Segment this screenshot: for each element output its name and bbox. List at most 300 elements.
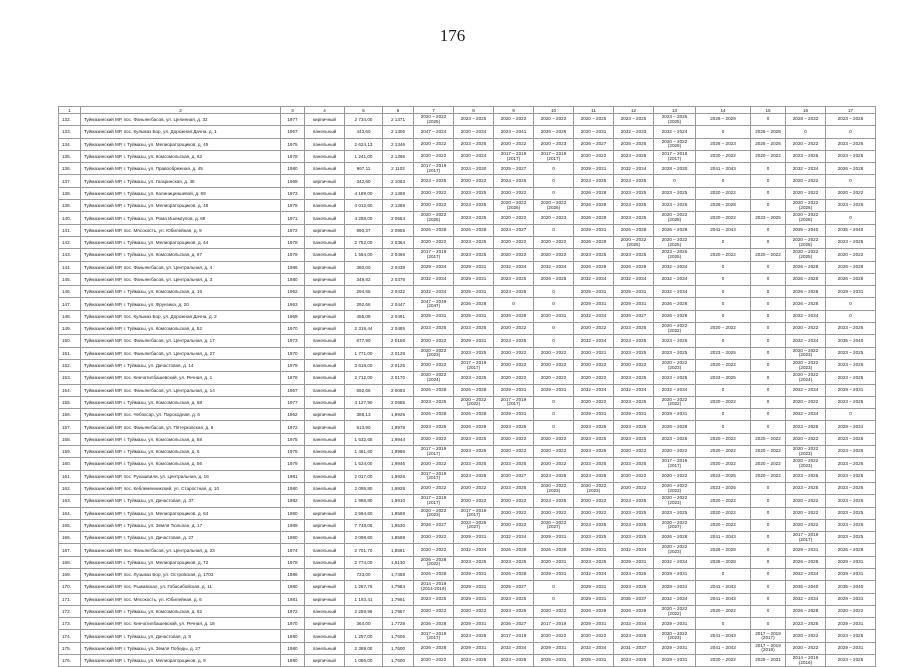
repair-period-cell: 2020 – 2022 (574, 359, 614, 371)
wall-material-cell: панельный (305, 384, 345, 396)
repair-period-cell: 2023 – 2025 (826, 114, 876, 126)
column-number-cell: 3 (281, 107, 305, 114)
repair-period-cell: 2023 – 2025 (494, 605, 534, 617)
repair-period-cell: 2020 – 2022 (696, 433, 751, 445)
address-cell: Туймазинский МР, г. Туймазы, ул. Комсомольская, д. 62 (81, 150, 281, 162)
address-cell: Туймазинский МР, г. Туймазы, ул. Комсомольская, д. 62 (81, 605, 281, 617)
repair-period-cell: 2023 – 2025 (826, 359, 876, 371)
repair-period-cell: 2023 – 2025 (2025) (654, 249, 696, 261)
wall-material-cell: кирпичный (305, 114, 345, 126)
index-cell: 2 1063 (383, 175, 414, 187)
row-number-cell: 138. (59, 187, 81, 199)
address-cell: Туймазинский МР, г. Туймазы, ул. Земля Тюльпан, д. 17 (81, 519, 281, 531)
repair-period-cell: 2029 – 2031 (454, 335, 494, 347)
repair-period-cell: 2023 – 2025 (654, 433, 696, 445)
repair-period-cell: 2029 – 2031 (574, 544, 614, 556)
area-cell: 967,11 (345, 163, 383, 175)
wall-material-cell: кирпичный (305, 519, 345, 531)
area-cell: 292,66 (345, 298, 383, 310)
repair-period-cell: 2020 – 2022 (696, 359, 751, 371)
repair-period-cell: 2023 – 2025 (534, 470, 574, 482)
area-cell: 1 988,80 (345, 495, 383, 507)
repair-period-cell: 2023 – 2025 (454, 249, 494, 261)
repair-period-cell: 2023 – 2025 (414, 593, 454, 605)
repair-period-cell: 0 (751, 568, 786, 580)
repair-period-cell: 2025 – 2027 (494, 581, 534, 593)
repair-period-cell: 2029 – 2031 (826, 556, 876, 568)
repair-period-cell: 2029 – 2031 (454, 568, 494, 580)
repair-period-cell: 2023 – 2025 (614, 323, 654, 335)
wall-material-cell: панельный (305, 605, 345, 617)
wall-material-cell: панельный (305, 556, 345, 568)
wall-material-cell: панельный (305, 150, 345, 162)
year-built-cell: 1970 (281, 347, 305, 359)
wall-material-cell: кирпичный (305, 261, 345, 273)
repair-period-cell: 2026 – 2028 (454, 224, 494, 236)
column-number-cell: 2 (81, 107, 281, 114)
repair-period-cell: 2032 – 2034 (574, 273, 614, 285)
row-number-cell: 156. (59, 409, 81, 421)
repair-period-cell: 2032 – 2034 (414, 273, 454, 285)
address-cell: Туймазинский МР, г. Туймазы, ул. Дачастовая, д. 27 (81, 532, 281, 544)
row-number-cell: 160. (59, 458, 81, 470)
row-number-cell: 151. (59, 347, 81, 359)
address-cell: Туймазинский МР, г. Туймазы, ул. Дачастовая, д. 37 (81, 495, 281, 507)
repair-period-cell: 2023 – 2025 (534, 495, 574, 507)
address-cell: Туймазинский МР, г. Туймазы, ул. Комсомольская, д. 58 (81, 433, 281, 445)
column-number-cell: 1 (59, 107, 81, 114)
address-cell: Туймазинский МР, г. Туймазы, ул. Мелиораторщиков, д. 64 (81, 507, 281, 519)
repair-period-cell: 2032 – 2033 (614, 126, 654, 138)
row-number-cell: 133. (59, 126, 81, 138)
repair-period-cell: 2023 – 2025 (654, 347, 696, 359)
area-cell: 2 752,00 (345, 236, 383, 248)
table-row (59, 249, 876, 261)
wall-material-cell: панельный (305, 372, 345, 384)
repair-period-cell: 0 (751, 421, 786, 433)
repair-period-cell: 0 (751, 236, 786, 248)
repair-period-cell: 2023 – 2025 (454, 187, 494, 199)
table-row (59, 396, 876, 408)
repair-period-cell: 2020 – 2022 (414, 433, 454, 445)
index-cell: 1,9928 (383, 482, 414, 494)
repair-period-cell: 2032 – 2034 (454, 544, 494, 556)
repair-period-cell: 2020 – 2022 (2022) (654, 605, 696, 617)
table-row (59, 323, 876, 335)
repair-period-cell: 2023 – 2025 (494, 273, 534, 285)
repair-period-cell: 2026 – 2028 (454, 298, 494, 310)
repair-period-cell: 2023 – 2025 (696, 372, 751, 384)
year-built-cell: 1979 (281, 249, 305, 261)
repair-period-cell: 2020 – 2022 (614, 446, 654, 458)
row-number-cell: 165. (59, 519, 81, 531)
year-built-cell: 1979 (281, 359, 305, 371)
table-row (59, 482, 876, 494)
repair-period-cell: 2023 – 2025 (574, 249, 614, 261)
repair-period-cell: 2020 – 2022 (826, 249, 876, 261)
address-cell: Туймазинский МР, г. Туймазы, ул. Мелиораторщиков, д. 48 (81, 200, 281, 212)
index-cell: 1,7358 (383, 568, 414, 580)
repair-period-cell: 2023 – 2025 (654, 200, 696, 212)
wall-material-cell: панельный (305, 396, 345, 408)
year-built-cell: 1972 (281, 421, 305, 433)
year-built-cell: 1978 (281, 200, 305, 212)
area-cell: 1 584,00 (345, 249, 383, 261)
repair-period-cell: 2017 – 2019 (2017) (414, 495, 454, 507)
repair-period-cell: 2023 – 2025 (614, 581, 654, 593)
year-built-cell: 1962 (281, 409, 305, 421)
address-cell: Туймазинский МР, пос. Фаньянгбасов, ул. Целинная, д. 32 (81, 114, 281, 126)
address-cell: Туймазинский МР, г. Туймазы, ул. Мелиораторщиков, д. 72 (81, 556, 281, 568)
repair-period-cell: 0 (751, 507, 786, 519)
repair-period-cell: 2026 – 2028 (786, 273, 826, 285)
repair-period-cell: 2023 – 2025 (2025) (654, 114, 696, 126)
repair-period-cell: 0 (534, 409, 574, 421)
repair-period-cell: 2023 – 2025 (494, 482, 534, 494)
area-cell: 2 259,96 (345, 605, 383, 617)
area-cell: 1 193,41 (345, 593, 383, 605)
table-row (59, 175, 876, 187)
repair-period-cell: 2035 – 2040 (826, 224, 876, 236)
repair-period-cell: 0 (751, 175, 786, 187)
repair-period-cell: 2032 – 2034 (574, 384, 614, 396)
repair-period-cell: 2029 – 2031 (574, 655, 614, 667)
repair-period-cell: 2026 – 2028 (614, 605, 654, 617)
index-cell: 2 0156 (383, 335, 414, 347)
repair-period-cell: 2020 – 2022 (494, 114, 534, 126)
area-cell: 455,09 (345, 310, 383, 322)
table-row (59, 359, 876, 371)
area-cell: 2 734,00 (345, 114, 383, 126)
repair-period-cell: 2023 – 2025 (454, 470, 494, 482)
repair-period-cell: 2020 – 2022 (494, 236, 534, 248)
repair-period-cell: 2041 – 2043 (696, 163, 751, 175)
table-row (59, 605, 876, 617)
repair-period-cell: 2029 – 2031 (826, 618, 876, 630)
repair-period-cell: 2017 – 2019 (2017) (414, 630, 454, 642)
repair-period-cell: 2020 – 2022 (786, 323, 826, 335)
repair-period-cell: 0 (696, 126, 751, 138)
repair-period-cell: 2023 – 2025 (574, 519, 614, 531)
repair-period-cell: 2020 – 2022 (534, 630, 574, 642)
repair-period-cell: 2029 – 2031 (454, 261, 494, 273)
repair-period-cell: 2029 – 2031 (534, 642, 574, 654)
repair-period-cell: 2020 – 2022 (414, 138, 454, 150)
row-number-cell: 141. (59, 224, 81, 236)
repair-period-cell: 2029 – 2031 (454, 273, 494, 285)
repair-period-cell: 2020 – 2022 (786, 519, 826, 531)
repair-period-cell: 2020 – 2022 (2022) (654, 323, 696, 335)
repair-period-cell: 2032 – 2034 (614, 544, 654, 556)
index-cell: 1,7605 (383, 630, 414, 642)
address-cell: Туймазинский МР, г. Туймазы, ул. Комсомольская, д. 16 (81, 286, 281, 298)
address-cell: Туймазинский МР, г. Туймазы, ул. Гагаринская, д. 48 (81, 175, 281, 187)
repair-period-cell: 2023 – 2025 (654, 507, 696, 519)
table-row (59, 114, 876, 126)
repair-period-cell: 0 (751, 618, 786, 630)
repair-period-cell: 2029 – 2031 (751, 655, 786, 667)
repair-period-cell: 2020 – 2023 (534, 212, 574, 224)
wall-material-cell: кирпичный (305, 224, 345, 236)
repair-period-cell: 2017 – 2019 (2017) (454, 507, 494, 519)
repair-period-cell: 0 (534, 593, 574, 605)
repair-period-cell: 2023 – 2025 (786, 470, 826, 482)
address-cell: Туймазинский МР, пос. Рухашвили, ул. Центральная, д. 16 (81, 470, 281, 482)
row-number-cell: 150. (59, 335, 81, 347)
repair-period-cell: 2023 – 2025 (696, 482, 751, 494)
repair-period-cell: 2026 – 2028 (826, 544, 876, 556)
repair-period-cell: 2020 – 2022 (786, 175, 826, 187)
column-number-cell: 6 (383, 107, 414, 114)
repair-period-cell: 2026 – 2028 (414, 568, 454, 580)
index-cell: 2 0376 (383, 273, 414, 285)
year-built-cell: 1971 (281, 212, 305, 224)
repair-period-cell: 0 (751, 409, 786, 421)
repair-period-cell: 0 (696, 310, 751, 322)
address-cell: Туймазинский МР, пос. Кульмаз Бор, ул. Дорожная Дачна, д. 2 (81, 310, 281, 322)
repair-period-cell: 0 (826, 126, 876, 138)
repair-period-cell: 2020 – 2022 (414, 605, 454, 617)
wall-material-cell: кирпичный (305, 310, 345, 322)
repair-period-cell: 2029 – 2031 (454, 286, 494, 298)
repair-period-cell: 2020 – 2022 (414, 655, 454, 667)
column-number-cell: 7 (414, 107, 454, 114)
repair-period-cell: 0 (751, 187, 786, 199)
repair-period-cell: 2023 – 2025 (826, 655, 876, 667)
repair-period-cell: 2029 – 2031 (654, 642, 696, 654)
column-number-cell: 17 (826, 107, 876, 114)
repair-period-cell: 2020 – 2022 (696, 150, 751, 162)
repair-period-cell: 2032 – 2034 (574, 642, 614, 654)
area-cell: 2 701,70 (345, 544, 383, 556)
area-cell: 2 098,60 (345, 532, 383, 544)
address-cell: Туймазинский МР, пос. Кульмаз Бор, ул. Дорожная Дачна, д. 1 (81, 126, 281, 138)
repair-period-cell: 2023 – 2025 (454, 212, 494, 224)
repair-period-cell: 2023 – 2025 (826, 470, 876, 482)
row-number-cell: 164. (59, 507, 81, 519)
index-cell: 1,9925 (383, 409, 414, 421)
index-cell: 2 0364 (383, 236, 414, 248)
table-row (59, 150, 876, 162)
repair-period-cell: 2041 – 2043 (696, 532, 751, 544)
table-row (59, 532, 876, 544)
repair-period-cell: 2031 – 2037 (614, 642, 654, 654)
repair-period-cell: 0 (826, 310, 876, 322)
address-cell: Туймазинский МР, г. Туймазы, ул. Комсомольская, д. 52 (81, 323, 281, 335)
area-cell: 2 624,13 (345, 138, 383, 150)
address-cell: Туймазинский МР, г. Туймазы, ул. Рома Ишемгулов, д. 68 (81, 212, 281, 224)
repair-period-cell: 0 (751, 273, 786, 285)
row-number-cell: 157. (59, 421, 81, 433)
repair-period-cell: 2020 – 2022 (494, 433, 534, 445)
repair-period-cell: 2023 – 2025 (614, 347, 654, 359)
repair-period-cell: 2020 – 2022 (2028) (654, 138, 696, 150)
year-built-cell: 1980 (281, 507, 305, 519)
repair-period-cell: 2026 – 2027 (494, 618, 534, 630)
area-cell: 1 461,60 (345, 446, 383, 458)
row-number-cell: 153. (59, 372, 81, 384)
repair-period-cell: 2026 – 2028 (574, 187, 614, 199)
repair-period-cell: 2023 – 2025 (574, 421, 614, 433)
repair-period-cell: 0 (751, 396, 786, 408)
address-cell: Туймазинский МР, г. Туймазы, ул. Калинициншевой, д. 69 (81, 187, 281, 199)
year-built-cell: 1982 (281, 495, 305, 507)
year-built-cell: 1980 (281, 163, 305, 175)
repair-period-cell: 2023 – 2025 (614, 175, 654, 187)
row-number-cell: 132. (59, 114, 81, 126)
area-cell: 723,00 (345, 568, 383, 580)
repair-period-cell: 0 (751, 114, 786, 126)
repair-period-cell: 2023 – 2025 (454, 433, 494, 445)
repair-period-cell: 2026 – 2028 (534, 544, 574, 556)
repair-period-cell: 2020 – 2022 (2027) (534, 519, 574, 531)
repair-period-cell: 2026 – 2028 (534, 273, 574, 285)
repair-period-cell: 2023 – 2025 (826, 495, 876, 507)
repair-period-cell: 2024 – 2026 (494, 175, 534, 187)
repair-period-cell: 2020 – 2022 (494, 446, 534, 458)
row-number-cell: 174. (59, 630, 81, 642)
index-cell: 2 1365 (383, 150, 414, 162)
row-number-cell: 175. (59, 642, 81, 654)
index-cell: 1,9926 (383, 470, 414, 482)
repair-period-cell: 2023 – 2025 (826, 150, 876, 162)
repair-period-cell: 2026 – 2028 (454, 421, 494, 433)
repair-period-cell: 2020 – 2022 (414, 150, 454, 162)
repair-period-cell: 2023 – 2025 (454, 323, 494, 335)
repair-period-cell: 2029 – 2031 (654, 409, 696, 421)
wall-material-cell: панельный (305, 126, 345, 138)
table-row (59, 544, 876, 556)
repair-period-cell: 2020 – 2022 (2025) (786, 236, 826, 248)
year-built-cell: 1969 (281, 175, 305, 187)
column-number-cell: 4 (305, 107, 345, 114)
repair-period-cell: 2023 – 2025 (786, 482, 826, 494)
area-cell: 4 189,00 (345, 187, 383, 199)
repair-period-cell: 2026 – 2028 (574, 605, 614, 617)
repair-period-cell: 2026 – 2028 (414, 224, 454, 236)
repair-period-cell: 2026 – 2028 (654, 421, 696, 433)
repair-period-cell: 2023 – 2025 (826, 200, 876, 212)
repair-period-cell: 0 (826, 212, 876, 224)
wall-material-cell: кирпичный (305, 323, 345, 335)
repair-period-cell: 2023 – 2025 (826, 458, 876, 470)
wall-material-cell: кирпичный (305, 618, 345, 630)
year-built-cell: 1975 (281, 138, 305, 150)
index-cell: 2 0128 (383, 347, 414, 359)
year-built-cell: 1980 (281, 482, 305, 494)
repair-period-cell: 0 (534, 224, 574, 236)
year-built-cell: 1973 (281, 335, 305, 347)
repair-period-cell: 2023 – 2025 (494, 286, 534, 298)
repair-period-cell: 2032 – 2034 (614, 273, 654, 285)
area-cell: 294,65 (345, 286, 383, 298)
repair-period-cell: 2032 – 2034 (654, 384, 696, 396)
wall-material-cell: кирпичный (305, 298, 345, 310)
repair-period-cell: 2026 – 2028 (696, 556, 751, 568)
repair-period-cell: 2032 – 2034 (414, 286, 454, 298)
address-cell: Туймазинский МР, г. Туймазы, ул. Земля Победы, д. 27 (81, 642, 281, 654)
repair-period-cell: 2023 – 2025 (574, 433, 614, 445)
row-number-cell: 168. (59, 556, 81, 568)
row-number-cell: 145. (59, 273, 81, 285)
repair-period-cell: 0 (696, 261, 751, 273)
column-number-cell: 5 (345, 107, 383, 114)
repair-period-cell: 2026 – 2028 (574, 236, 614, 248)
repair-period-cell: 2029 – 2031 (574, 409, 614, 421)
repair-period-cell: 0 (534, 286, 574, 298)
wall-material-cell: панельный (305, 200, 345, 212)
repair-period-cell: 2020 – 2022 (2022) (654, 396, 696, 408)
wall-material-cell: кирпичный (305, 593, 345, 605)
address-cell: Туймазинский МР, пос. Рыжавскал, ул. Гобасибойская, д. 11 (81, 581, 281, 593)
index-cell: 1,9568 (383, 507, 414, 519)
table-row (59, 409, 876, 421)
repair-period-cell: 2032 – 2034 (786, 568, 826, 580)
table-row (59, 556, 876, 568)
repair-period-cell: 2017 – 2019 (534, 618, 574, 630)
repair-period-cell: 2020 – 2022 (2023) (786, 347, 826, 359)
index-cell: 1,7984 (383, 581, 414, 593)
repair-period-cell: 2035 – 2040 (786, 224, 826, 236)
repair-period-cell: 2028 – 2032 (786, 114, 826, 126)
repair-period-cell: 2020 – 2021 (574, 347, 614, 359)
table-row (59, 630, 876, 642)
repair-period-cell: 2029 – 2031 (654, 581, 696, 593)
repair-period-cell: 2020 – 2022 (494, 187, 534, 199)
repair-period-cell: 2026 – 2023 (696, 138, 751, 150)
year-built-cell: 1977 (281, 114, 305, 126)
repair-period-cell: 2023 – 2025 (614, 433, 654, 445)
repair-period-cell: 2026 – 2028 (786, 605, 826, 617)
repair-period-cell: 2020 – 2022 (2023) (654, 495, 696, 507)
table-row (59, 335, 876, 347)
repair-period-cell: 2020 – 2022 (696, 458, 751, 470)
repair-period-cell: 2020 – 2022 (534, 249, 574, 261)
repair-period-cell: 2035 – 2040 (826, 581, 876, 593)
repair-period-cell: 2026 – 2027 (414, 519, 454, 531)
repair-period-cell: 2020 – 2022 (2025) (654, 236, 696, 248)
table-row (59, 642, 876, 654)
repair-period-cell: 2020 – 2022 (454, 482, 494, 494)
repair-period-cell: 2020 – 2022 (2025) (614, 236, 654, 248)
repair-period-cell: 2023 – 2025 (614, 458, 654, 470)
repair-period-cell: 2020 – 2022 (534, 347, 574, 359)
repair-period-cell: 2029 – 2031 (534, 384, 574, 396)
repair-period-cell: 2023 – 2027 (494, 224, 534, 236)
repair-period-cell: 2020 – 2022 (751, 458, 786, 470)
index-cell: 1,9944 (383, 433, 414, 445)
row-number-cell: 155. (59, 396, 81, 408)
address-cell: Туймазинский МР, пос. Фаньянгбасов, ул. Центральная, д. 17 (81, 335, 281, 347)
repair-period-cell: 2023 – 2025 (574, 458, 614, 470)
repair-period-cell: 2020 – 2022 (534, 236, 574, 248)
repair-period-cell: 2023 – 2025 (751, 212, 786, 224)
repair-period-cell: 2032 – 2034 (574, 568, 614, 580)
year-built-cell: 1973 (281, 187, 305, 199)
repair-period-cell: 2017 – 2019 (2017) (786, 532, 826, 544)
repair-period-cell: 0 (751, 224, 786, 236)
repair-period-cell: 2020 – 2022 (751, 249, 786, 261)
index-cell: 2 0985 (383, 396, 414, 408)
repair-period-cell: 2023 – 2025 (414, 175, 454, 187)
repair-period-cell: 2020 – 2022 (2025) (414, 114, 454, 126)
schedule-table (58, 106, 876, 667)
wall-material-cell: панельный (305, 433, 345, 445)
address-cell: Туймазинский МР, г. Туймазы, ул. Мелиораторщиков, д. 9 (81, 655, 281, 667)
repair-period-cell: 2020 – 2022 (454, 175, 494, 187)
index-cell: 2 1371 (383, 114, 414, 126)
repair-period-cell: 2020 – 2022 (414, 458, 454, 470)
